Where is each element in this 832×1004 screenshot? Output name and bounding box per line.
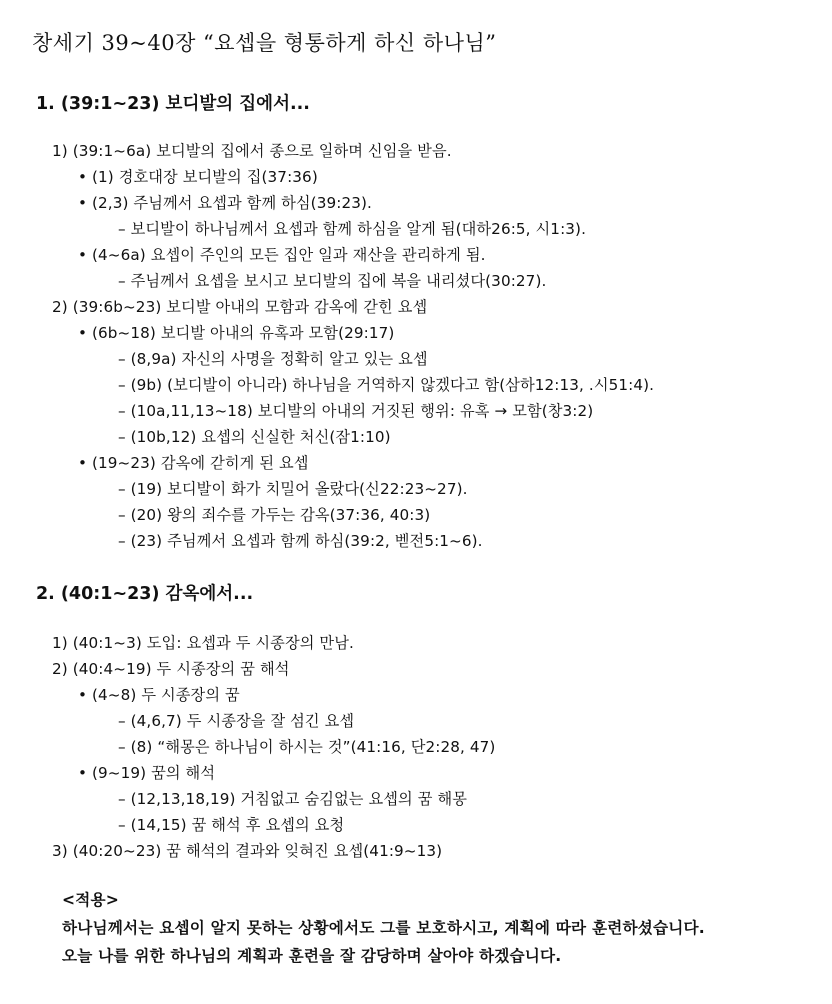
outline-bullet: • (1) 경호대장 보디발의 집(37:36) (78, 168, 318, 186)
outline-subitem: – 주님께서 요셉을 보시고 보디발의 집에 복을 내리셨다(30:27). (118, 272, 547, 290)
outline-subitem: – (10a,11,13~18) 보디발의 아내의 거짓된 행위: 유혹 → 모함(창3:2) (118, 402, 594, 420)
outline-subitem: – (23) 주님께서 요셉과 함께 하심(39:2, 벧전5:1~6). (118, 532, 483, 550)
outline-subitem: – (10b,12) 요셉의 신실한 처신(잠1:10) (118, 428, 391, 446)
outline-bullet: • (4~6a) 요셉이 주인의 모든 집안 일과 재산을 관리하게 됨. (78, 246, 486, 264)
application-text-line-1: 하나님께서는 요셉이 알지 못하는 상황에서도 그를 보호하시고, 계획에 따라 훈련하셨습니다. (62, 919, 705, 937)
outline-item: 3) (40:20~23) 꿈 해석의 결과와 잊혀진 요셉(41:9~13) (52, 842, 443, 860)
section-1-heading: 1. (39:1~23) 보디발의 집에서... (36, 94, 310, 114)
outline-subitem: – (20) 왕의 죄수를 가두는 감옥(37:36, 40:3) (118, 506, 431, 524)
outline-subitem: – (9b) (보디발이 아니라) 하나님을 거역하지 않겠다고 함(삼하12:13, .시51:4). (118, 376, 655, 394)
outline-bullet: • (19~23) 감옥에 갇히게 된 요셉 (78, 454, 309, 472)
outline-bullet: • (2,3) 주님께서 요셉과 함께 하심(39:23). (78, 194, 372, 212)
document-title: 창세기 39~40장 “요셉을 형통하게 하신 하나님” (32, 31, 497, 55)
outline-subitem: – (19) 보디발이 화가 치밀어 올랐다(신22:23~27). (118, 480, 468, 498)
outline-item: 1) (40:1~3) 도입: 요셉과 두 시종장의 만남. (52, 634, 354, 652)
outline-subitem: – 보디발이 하나님께서 요셉과 함께 하심을 알게 됨(대하26:5, 시1:3). (118, 220, 587, 238)
outline-subitem: – (14,15) 꿈 해석 후 요셉의 요청 (118, 816, 345, 834)
outline-subitem: – (4,6,7) 두 시종장을 잘 섬긴 요셉 (118, 712, 355, 730)
outline-item: 2) (39:6b~23) 보디발 아내의 모함과 감옥에 갇힌 요셉 (52, 298, 428, 316)
outline-subitem: – (8) “해몽은 하나님이 하시는 것”(41:16, 단2:28, 47) (118, 738, 496, 756)
outline-bullet: • (4~8) 두 시종장의 꿈 (78, 686, 240, 704)
section-2-heading: 2. (40:1~23) 감옥에서... (36, 584, 254, 604)
application-label: <적용> (62, 891, 120, 909)
outline-bullet: • (6b~18) 보디발 아내의 유혹과 모함(29:17) (78, 324, 395, 342)
outline-subitem: – (8,9a) 자신의 사명을 정확히 알고 있는 요셉 (118, 350, 428, 368)
outline-item: 1) (39:1~6a) 보디발의 집에서 종으로 일하며 신임을 받음. (52, 142, 452, 160)
outline-item: 2) (40:4~19) 두 시종장의 꿈 해석 (52, 660, 290, 678)
outline-bullet: • (9~19) 꿈의 해석 (78, 764, 216, 782)
outline-subitem: – (12,13,18,19) 거침없고 숨김없는 요셉의 꿈 해몽 (118, 790, 467, 808)
application-text-line-2: 오늘 나를 위한 하나님의 계획과 훈련을 잘 감당하며 살아야 하겠습니다. (62, 947, 562, 965)
